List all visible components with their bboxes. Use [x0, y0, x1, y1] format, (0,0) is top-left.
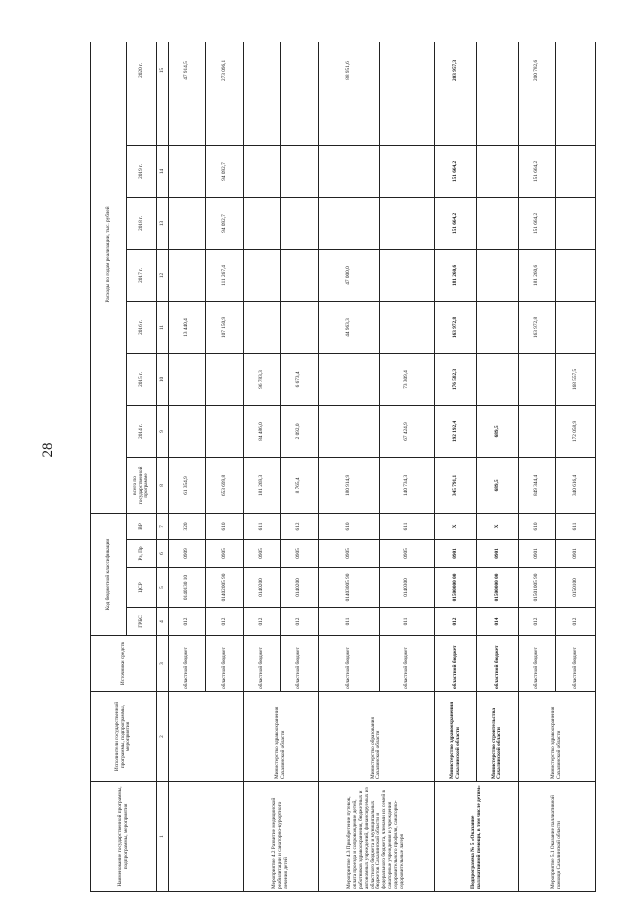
- row-y2015: 168 557,5: [556, 353, 596, 405]
- row-grbs: 011: [380, 608, 435, 636]
- row-y2020: 88 951,6: [318, 42, 380, 145]
- index-cell: 4: [157, 608, 169, 636]
- header-year: 2017 г.: [127, 249, 157, 301]
- row-vr: 611: [380, 513, 435, 539]
- header-csr: ЦСР: [127, 568, 157, 608]
- row-total: 340 616,4: [556, 457, 596, 513]
- row-csr: 01403005 90: [318, 568, 380, 608]
- row-y2016: 163 972,8: [435, 301, 477, 353]
- row-y2017: [169, 249, 206, 301]
- row-y2019: [477, 145, 519, 197]
- row-y2016: 13 440,4: [169, 301, 206, 353]
- row-total: 140 734,3: [380, 457, 435, 513]
- row-y2018: [169, 197, 206, 249]
- row-source: областной бюджет: [518, 636, 555, 692]
- table-row: [243, 42, 280, 892]
- row-y2019: [318, 145, 380, 197]
- table-area: [90, 42, 596, 892]
- row-y2020: [380, 42, 435, 145]
- row-grbs: 012: [243, 608, 280, 636]
- row-csr: 0140200: [243, 568, 280, 608]
- page-number: 28: [40, 442, 56, 458]
- row-source: областной бюджет: [169, 636, 206, 692]
- row-y2017: 111 267,4: [206, 249, 243, 301]
- row-name: Мероприятие 5.1 Оказание паллиативной помощи Сахалинской области: [518, 782, 595, 892]
- row-csr: 01501005 90: [518, 568, 555, 608]
- row-y2015: [477, 353, 519, 405]
- row-y2017: [556, 249, 596, 301]
- row-y2016: 107 150,9: [206, 301, 243, 353]
- row-y2015: [206, 353, 243, 405]
- row-total: 8 765,4: [281, 457, 318, 513]
- row-y2018: 94 092,7: [206, 197, 243, 249]
- header-source: Источники средств: [91, 636, 157, 692]
- row-rzpr: 0909: [169, 540, 206, 568]
- row-y2016: [380, 301, 435, 353]
- row-y2016: 44 963,3: [318, 301, 380, 353]
- row-y2018: [243, 197, 280, 249]
- table-row: [318, 42, 380, 892]
- row-y2017: 47 000,0: [318, 249, 380, 301]
- row-grbs: 012: [518, 608, 555, 636]
- header-name: Наименование государственной программы, подпрограммы, мероприятия: [91, 782, 157, 892]
- row-y2014: 689,5: [477, 405, 519, 457]
- row-vr: 610: [518, 513, 555, 539]
- row-rzpr: 0901: [556, 540, 596, 568]
- row-grbs: 011: [318, 608, 380, 636]
- row-y2019: 151 664,2: [435, 145, 477, 197]
- row-y2019: [243, 145, 280, 197]
- row-y2014: 2 092,0: [281, 405, 318, 457]
- row-y2016: [477, 301, 519, 353]
- row-csr: 01402005 90: [206, 568, 243, 608]
- row-y2019: [169, 145, 206, 197]
- header-expenses: Расходы по годам реализации, тыс. рублей: [91, 42, 127, 513]
- rotated-page: [90, 42, 596, 892]
- row-y2018: [318, 197, 380, 249]
- row-vr: 610: [318, 513, 380, 539]
- row-y2014: 84 486,0: [243, 405, 280, 457]
- row-y2019: [556, 145, 596, 197]
- index-cell: 5: [157, 568, 169, 608]
- index-cell: 15: [157, 42, 169, 145]
- row-grbs: 012: [281, 608, 318, 636]
- row-y2017: [281, 249, 318, 301]
- row-y2015: [169, 353, 206, 405]
- row-y2015: 96 783,3: [243, 353, 280, 405]
- row-vr: 611: [243, 513, 280, 539]
- index-cell: 9: [157, 405, 169, 457]
- index-row: [157, 42, 169, 892]
- row-y2014: [169, 405, 206, 457]
- row-y2018: [380, 197, 435, 249]
- index-cell: 6: [157, 540, 169, 568]
- row-source: областной бюджет: [318, 636, 380, 692]
- row-executor: Министерство образования Сахалинской области: [318, 692, 435, 782]
- index-cell: 2: [157, 692, 169, 782]
- row-rzpr: 0901: [518, 540, 555, 568]
- row-y2018: [281, 197, 318, 249]
- table-row: [477, 42, 519, 892]
- row-y2014: [206, 405, 243, 457]
- row-name: [169, 782, 244, 892]
- header-total: всего по государственной программе: [127, 457, 157, 513]
- row-grbs: 012: [206, 608, 243, 636]
- row-source: областной бюджет: [556, 636, 596, 692]
- row-source: областной бюджет: [380, 636, 435, 692]
- row-total: 689,5: [477, 457, 519, 513]
- row-executor: Министерство здравоохранения Сахалинской области: [435, 692, 477, 782]
- row-y2017: [243, 249, 280, 301]
- index-cell: 1: [157, 782, 169, 892]
- row-y2014: 192 192,4: [435, 405, 477, 457]
- row-rzpr: 0905: [243, 540, 280, 568]
- index-cell: 14: [157, 145, 169, 197]
- row-y2014: 172 058,9: [556, 405, 596, 457]
- row-y2015: [318, 353, 380, 405]
- row-y2019: [380, 145, 435, 197]
- index-cell: 8: [157, 457, 169, 513]
- row-y2019: 94 092,7: [206, 145, 243, 197]
- header-executor: Исполнители государственной программы, подпрограммы, мероприятия: [91, 692, 157, 782]
- row-y2017: [380, 249, 435, 301]
- row-vr: X: [435, 513, 477, 539]
- header-budget-code: Код бюджетной классификации: [91, 513, 127, 635]
- row-y2016: [243, 301, 280, 353]
- row-y2014: 67 424,9: [380, 405, 435, 457]
- row-executor: Министерство строительства Сахалинской области: [477, 692, 519, 782]
- index-cell: 13: [157, 197, 169, 249]
- header-year: 2020 г.: [127, 42, 157, 145]
- header-year: 2019 г.: [127, 145, 157, 197]
- row-y2016: [281, 301, 318, 353]
- row-name: Мероприятие 4.3 Приобретение путевок, оплата проезда и сопровождение детей, работников здравоохранения, бюджетных и автономных учреждений, финансируемых из областного бюджета и муниципальных бюджетов Сахалинской области и федерального бюджета, членами их семей в санаторные учреждения и учреждения оздоровительного профиля, санаторно-оздоровительные лагеря: [318, 782, 435, 892]
- row-total: 181 269,3: [243, 457, 280, 513]
- index-cell: 10: [157, 353, 169, 405]
- row-vr: 612: [281, 513, 318, 539]
- table-row: [435, 42, 477, 892]
- row-y2020: [477, 42, 519, 145]
- row-y2015: [518, 353, 555, 405]
- header-year: 2014 г.: [127, 405, 157, 457]
- row-y2014: [518, 405, 555, 457]
- row-y2020: [243, 42, 280, 145]
- row-y2015: 176 582,3: [435, 353, 477, 405]
- row-y2016: 163 972,8: [518, 301, 555, 353]
- row-y2019: [281, 145, 318, 197]
- row-total: 61 354,9: [169, 457, 206, 513]
- row-y2015: 6 673,4: [281, 353, 318, 405]
- row-y2020: 47 914,5: [169, 42, 206, 145]
- row-total: 849 344,4: [518, 457, 555, 513]
- index-cell: 7: [157, 513, 169, 539]
- row-y2017: 181 260,6: [435, 249, 477, 301]
- row-y2015: 73 309,4: [380, 353, 435, 405]
- header-vr: ВР: [127, 513, 157, 539]
- row-y2020: 273 096,1: [206, 42, 243, 145]
- header-rzpr: Рз, Пр: [127, 540, 157, 568]
- row-y2018: 151 664,2: [435, 197, 477, 249]
- row-y2018: 151 664,2: [518, 197, 555, 249]
- row-name: Подпрограмма № 5 «Оказание паллиативной помощи, в том числе детям»: [435, 782, 519, 892]
- row-executor: [169, 692, 244, 782]
- row-rzpr: 0905: [318, 540, 380, 568]
- row-y2019: 151 664,2: [518, 145, 555, 197]
- index-cell: 11: [157, 301, 169, 353]
- row-vr: X: [477, 513, 519, 539]
- row-rzpr: 0901: [477, 540, 519, 568]
- row-grbs: 014: [477, 608, 519, 636]
- row-rzpr: 0905: [281, 540, 318, 568]
- header-grbs: ГРБС: [127, 608, 157, 636]
- row-csr: 0150100: [556, 568, 596, 608]
- row-csr: 0140130 10: [169, 568, 206, 608]
- row-total: 180 914,9: [318, 457, 380, 513]
- row-grbs: 012: [169, 608, 206, 636]
- row-y2018: [556, 197, 596, 249]
- row-source: областной бюджет: [435, 636, 477, 692]
- row-y2016: [556, 301, 596, 353]
- row-source: областной бюджет: [206, 636, 243, 692]
- row-y2020: 200 782,6: [518, 42, 555, 145]
- row-source: областной бюджет: [243, 636, 280, 692]
- row-source: областной бюджет: [281, 636, 318, 692]
- row-vr: 610: [206, 513, 243, 539]
- row-executor: Министерство здравоохранения Сахалинской области: [243, 692, 318, 782]
- row-name: Мероприятие 4.2 Развитие медицинской реабилитации и санаторно-курортного лечения детей: [243, 782, 318, 892]
- row-y2017: [477, 249, 519, 301]
- row-y2018: [477, 197, 519, 249]
- row-y2020: [556, 42, 596, 145]
- row-csr: 01500000 00: [477, 568, 519, 608]
- row-csr: 01500000 00: [435, 568, 477, 608]
- index-cell: 3: [157, 636, 169, 692]
- index-cell: 12: [157, 249, 169, 301]
- row-rzpr: 0901: [435, 540, 477, 568]
- row-y2020: 203 957,3: [435, 42, 477, 145]
- row-rzpr: 0905: [380, 540, 435, 568]
- row-csr: 0140300: [380, 568, 435, 608]
- table-row: [518, 42, 555, 892]
- row-source: областной бюджет: [477, 636, 519, 692]
- header-year: 2016 г.: [127, 301, 157, 353]
- row-total: 653 699,8: [206, 457, 243, 513]
- row-y2014: [318, 405, 380, 457]
- header-year: 2018 г.: [127, 197, 157, 249]
- row-y2020: [281, 42, 318, 145]
- row-rzpr: 0905: [206, 540, 243, 568]
- row-csr: 0140200: [281, 568, 318, 608]
- row-grbs: 012: [435, 608, 477, 636]
- header-year: 2015 г.: [127, 353, 157, 405]
- table-row: [169, 42, 206, 892]
- row-executor: Министерство здравоохранения Сахалинской области: [518, 692, 595, 782]
- row-vr: 611: [556, 513, 596, 539]
- row-total: 345 791,1: [435, 457, 477, 513]
- row-vr: 320: [169, 513, 206, 539]
- row-grbs: 012: [556, 608, 596, 636]
- budget-table: [90, 42, 596, 892]
- row-y2017: 181 260,6: [518, 249, 555, 301]
